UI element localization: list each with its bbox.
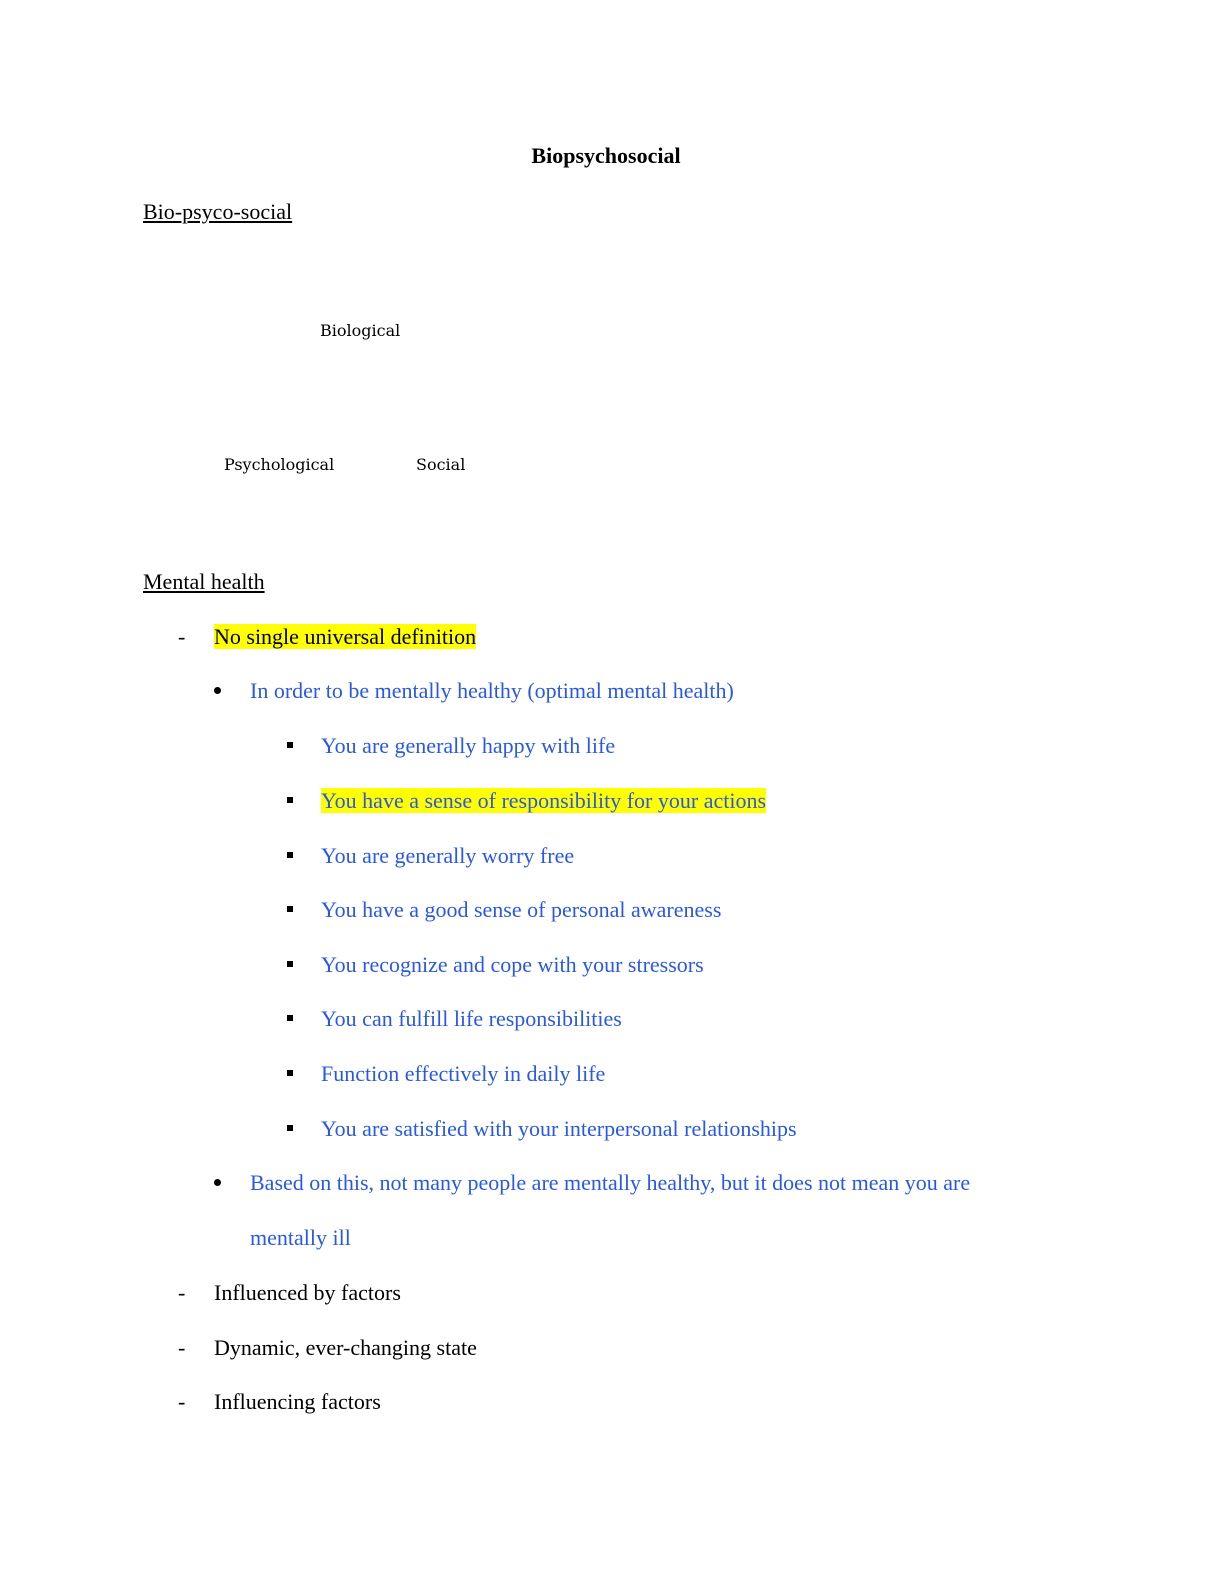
highlighted-text: No single universal definition <box>214 624 477 649</box>
list-item: You can fulfill life responsibilities <box>321 1006 622 1031</box>
list-item: Function effectively in daily life <box>321 1061 606 1086</box>
round-bullet-icon <box>214 687 221 694</box>
square-bullet-icon <box>287 1015 293 1021</box>
list-item: You are generally happy with life <box>321 733 616 758</box>
list-item: Influencing factors <box>214 1389 381 1414</box>
list-item <box>214 624 476 650</box>
dash-bullet: - <box>178 1280 186 1305</box>
list-item: In order to be mentally healthy (optimal mental health) <box>250 678 734 703</box>
square-bullet-icon <box>287 1125 293 1131</box>
dash-bullet: - <box>178 1389 186 1414</box>
list-item: You have a good sense of personal awareness <box>321 897 722 922</box>
list-item: Dynamic, ever-changing state <box>214 1335 477 1360</box>
list-item: Based on this, not many people are mentally healthy, but it does not mean you are <box>250 1170 971 1195</box>
list-item: You recognize and cope with your stressors <box>321 952 704 977</box>
section-heading-bio-psyco-social: Bio-psyco-social <box>143 199 293 224</box>
dash-bullet: - <box>178 1335 186 1360</box>
dash-bullet: - <box>178 624 186 649</box>
list-item: You are satisfied with your interpersonal relationships <box>321 1116 797 1141</box>
list-item: You are generally worry free <box>321 843 575 868</box>
list-item: Influenced by factors <box>214 1280 401 1305</box>
square-bullet-icon <box>287 906 293 912</box>
highlighted-text: You have a sense of responsibility for your actions <box>321 788 767 813</box>
list-item <box>321 788 766 814</box>
section-heading-mental-health: Mental health <box>143 569 265 594</box>
square-bullet-icon <box>287 1070 293 1076</box>
page-title: Biopsychosocial <box>531 143 681 168</box>
diagram-label-social: Social <box>416 455 466 474</box>
round-bullet-icon <box>214 1179 221 1186</box>
list-item-continuation: mentally ill <box>250 1225 351 1250</box>
square-bullet-icon <box>287 797 293 803</box>
square-bullet-icon <box>287 742 293 748</box>
square-bullet-icon <box>287 961 293 967</box>
diagram-label-biological: Biological <box>320 321 401 340</box>
square-bullet-icon <box>287 852 293 858</box>
diagram-label-psychological: Psychological <box>224 455 335 474</box>
